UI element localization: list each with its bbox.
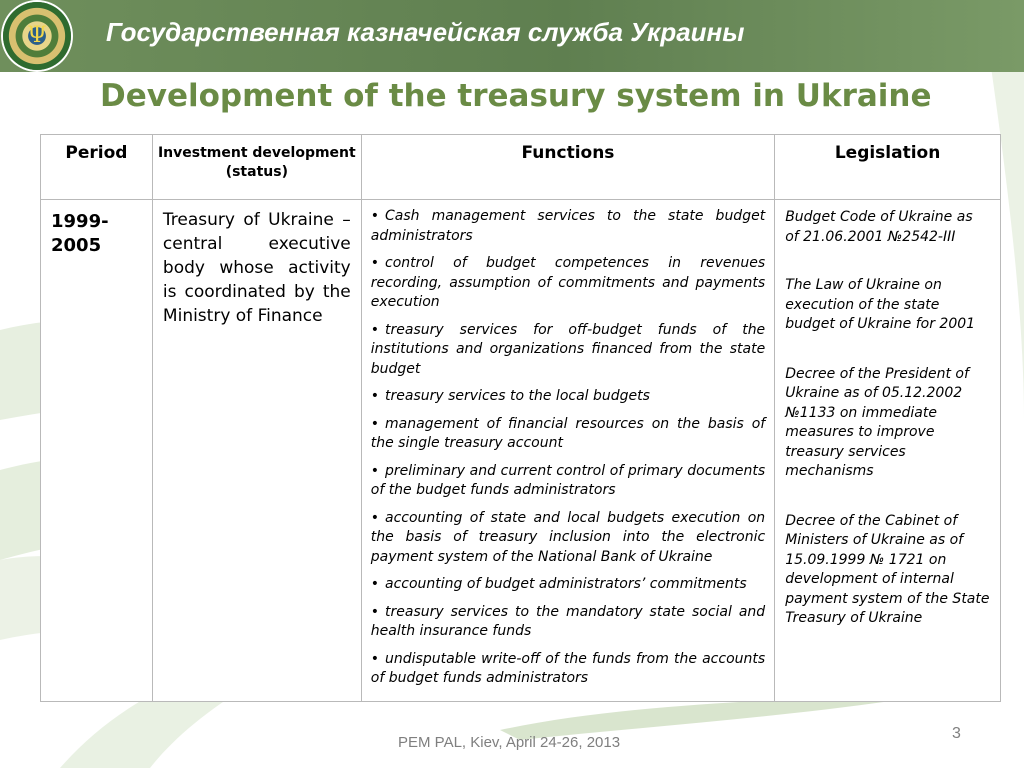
function-text: treasury services to the mandatory state social and health insurance funds [370, 603, 766, 639]
function-text: preliminary and current control of primary documents of the budget funds administrators [370, 462, 766, 498]
organization-title: Государственная казначейская служба Украины [106, 17, 745, 47]
bullet-icon: • [370, 255, 380, 271]
slide-title: Development of the treasury system in Ukraine [100, 78, 932, 114]
function-text: management of financial resources on the basis of the single treasury account [370, 415, 766, 451]
function-text: control of budget competences in revenues recording, assumption of commitments and payments execution [370, 255, 766, 310]
treasury-emblem-icon: Ψ [3, 2, 71, 70]
function-item [371, 509, 765, 568]
table-header-row [41, 135, 1001, 200]
functions-cell [361, 200, 774, 702]
bullet-icon: • [370, 208, 380, 224]
bullet-icon: • [370, 388, 380, 404]
period-cell: 1999-2005 [41, 200, 153, 702]
bullet-icon: • [370, 509, 380, 526]
function-text: treasury services for off-budget funds of the institutions and organizations financed from the state budget [370, 321, 766, 377]
legislation-item: Decree of the Cabinet of Ministers of Ukraine as of 15.09.1999 № 1721 on development of internal payment system of the State Treasury of Ukraine [785, 512, 990, 626]
function-item [371, 207, 765, 246]
function-text: Cash management services to the state budget administrators [370, 208, 766, 244]
footer-conference-text: PEM PAL, Kiev, April 24-26, 2013 [398, 734, 621, 751]
function-item [371, 462, 765, 501]
bullet-icon: • [370, 650, 380, 667]
bullet-icon: • [370, 415, 380, 432]
function-text: undisputable write-off of the funds from the accounts of budget funds administrators [370, 650, 766, 686]
function-item [371, 415, 765, 454]
table-row [41, 200, 1001, 702]
bullet-icon: • [370, 321, 380, 338]
function-text: accounting of budget administrators’ commitments [385, 576, 747, 592]
legislation-cell [775, 200, 1001, 702]
header-legislation: Legislation [775, 135, 1001, 200]
function-item [371, 321, 765, 380]
legislation-item: Budget Code of Ukraine as of 21.06.2001 №2542-III [785, 209, 973, 245]
legislation-item: Decree of the President of Ukraine as of 05.12.2002 №1133 on immediate measures to improve treasury services mechanisms [785, 365, 969, 479]
function-text: treasury services to the local budgets [385, 388, 650, 404]
page-number: 3 [952, 725, 961, 742]
function-item [371, 387, 765, 407]
function-text: accounting of state and local budgets execution on the basis of treasury inclusion into the electronic payment system of the National Bank of Ukraine [370, 509, 766, 565]
investment-status-cell: Treasury of Ukraine – central executive body whose activity is coordinated by the Ministry of Finance [152, 200, 361, 702]
function-item [371, 254, 765, 313]
header-investment: Investment development (status) [152, 135, 361, 200]
bullet-icon: • [370, 462, 380, 479]
function-item [371, 575, 765, 595]
bullet-icon: • [370, 576, 380, 592]
header-functions: Functions [361, 135, 774, 200]
function-item [371, 650, 765, 689]
bullet-icon: • [370, 603, 380, 620]
header-period: Period [41, 135, 153, 200]
treasury-development-table [40, 134, 1001, 702]
function-item [371, 603, 765, 642]
legislation-item: The Law of Ukraine on execution of the state budget of Ukraine for 2001 [785, 277, 976, 332]
